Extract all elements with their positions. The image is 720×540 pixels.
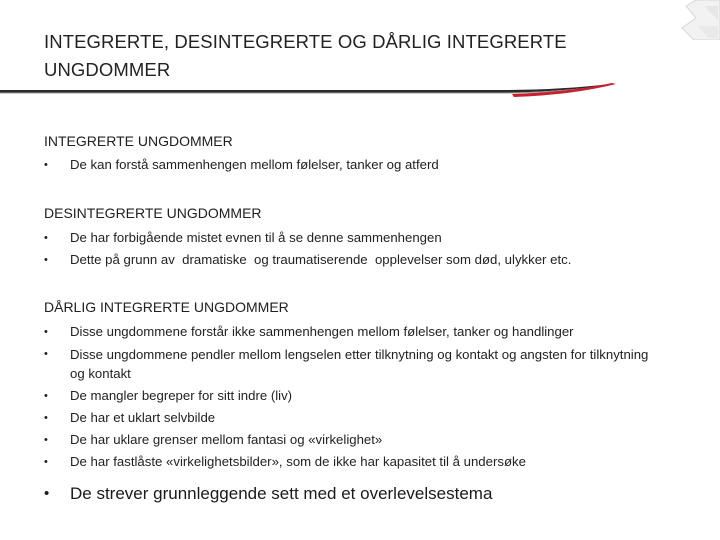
list-item: • De har forbigående mistet evnen til å se denne sammenhengen [44, 227, 571, 249]
bullet-icon: • [44, 159, 48, 171]
brand-corner-logo [674, 0, 720, 40]
list-item: • De mangler begreper for sitt indre (liv) [44, 385, 664, 407]
bullet-icon: • [44, 326, 48, 338]
list-integrerte [44, 154, 439, 176]
section-heading-desintegrerte: DESINTEGRERTE UNGDOMMER [44, 205, 262, 221]
list-darlig-integrerte [44, 321, 664, 473]
list-item: • De har fastlåste «virkelighetsbilder», som de ikke har kapasitet til å undersøke [44, 451, 664, 473]
list-item: • Disse ungdommene forstår ikke sammenhengen mellom følelser, tanker og handlinger [44, 321, 664, 343]
bullet-icon: • [44, 456, 48, 468]
list-item: • Disse ungdommene pendler mellom lengselen etter tilknytning og kontakt og angsten for tilknytning og kontakt [44, 347, 649, 381]
list-item: • De kan forstå sammenhengen mellom følelser, tanker og atferd [44, 154, 439, 176]
bullet-icon: • [44, 434, 48, 446]
bullet-icon: • [44, 254, 48, 266]
list-desintegrerte [44, 227, 571, 271]
bullet-icon: • [44, 232, 48, 244]
title-underline-swoosh [0, 76, 720, 100]
bullet-icon: • [44, 485, 50, 502]
section-heading-integrerte: INTEGRERTE UNGDOMMER [44, 133, 233, 149]
bullet-icon: • [44, 390, 48, 402]
slide-title: INTEGRERTE, DESINTEGRERTE OG DÅRLIG INTEGRERTE UNGDOMMER [44, 31, 567, 80]
section-heading-darlig-integrerte: DÅRLIG INTEGRERTE UNGDOMMER [44, 299, 289, 315]
closing-statement: • De strever grunnleggende sett med et overlevelsestema [44, 482, 492, 506]
list-item: • De har uklare grenser mellom fantasi og «virkelighet» [44, 429, 664, 451]
bullet-icon: • [44, 348, 48, 360]
list-item: • Dette på grunn av dramatiske og traumatiserende opplevelser som død, ulykker etc. [44, 249, 571, 271]
bullet-icon: • [44, 412, 48, 424]
list-item: • De har et uklart selvbilde [44, 407, 664, 429]
